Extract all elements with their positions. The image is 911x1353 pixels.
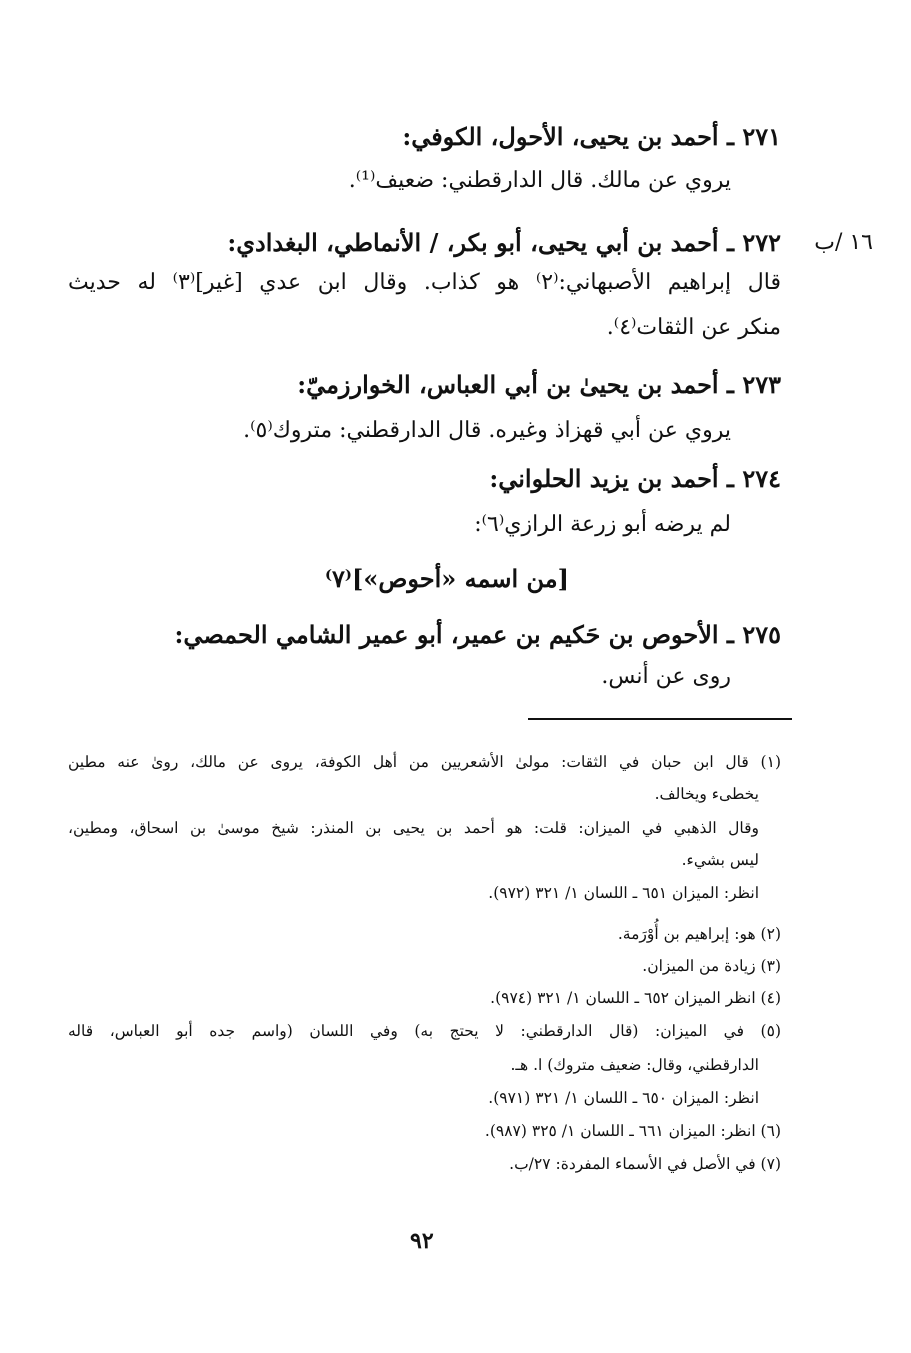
footnote-5-line2: الدارقطني، وقال: ضعيف متروك) ا. هـ.	[510, 1056, 759, 1074]
entry-273-heading: ٢٧٣ ـ أحمد بن يحيىٰ بن أبي العباس، الخوارزميّ:	[297, 370, 781, 399]
entry-275-heading: ٢٧٥ ـ الأحوص بن حَكيم بن عمير، أبو عمير الشامي الحمصي:	[174, 620, 781, 649]
entry-274-heading: ٢٧٤ ـ أحمد بن يزيد الحلواني:	[489, 464, 781, 493]
margin-folio-mark: ١٦ /ب	[814, 230, 873, 255]
footnote-5-line1: (٥) في الميزان: (قال الدارقطني: لا يحتج به) وفي اللسان (واسم جده أبو العباس، قاله	[68, 1022, 781, 1040]
entry-272-text-line2: منكر عن الثقات⁽٤⁾.	[606, 315, 781, 340]
entry-273-text: يروي عن أبي قهزاذ وغيره. قال الدارقطني: متروك⁽٥⁾.	[243, 418, 731, 443]
entry-271-heading: ٢٧١ ـ أحمد بن يحيى، الأحول، الكوفي:	[402, 122, 781, 151]
footnote-1-line4: ليس بشيء.	[681, 851, 759, 869]
entry-272-text-line1: قال إبراهيم الأصبهاني:⁽٢⁾ هو كذاب. وقال ابن عدي [غير]⁽٣⁾ له حديث	[68, 270, 781, 295]
footnote-1-line1: (١) قال ابن حبان في الثقات: مولىٰ الأشعريين من أهل الكوفة، يروى عن مالك، روىٰ عنه مطين	[68, 753, 781, 771]
footnote-3: (٣) زيادة من الميزان.	[642, 957, 781, 975]
entry-271-text: يروي عن مالك. قال الدارقطني: ضعيف⁽¹⁾.	[348, 168, 731, 193]
footnote-1-line3: وقال الذهبي في الميزان: قلت: هو أحمد بن يحيى بن المنذر: شيخ موسىٰ بن اسحاق، ومطين،	[68, 819, 759, 837]
footnote-1-line5: انظر: الميزان ٦٥١ ـ اللسان ١/ ٣٢١ (٩٧٢).	[488, 884, 759, 902]
footnote-1-line2: يخطىء ويخالف.	[654, 785, 759, 803]
footnote-2: (٢) هو: إبراهيم بن أُوْرَمة.	[617, 925, 781, 943]
entry-272-heading: ٢٧٢ ـ أحمد بن أبي يحيى، أبو بكر، / الأنماطي، البغدادي:	[227, 228, 781, 257]
footnote-separator	[528, 718, 792, 720]
footnote-5-line3: انظر: الميزان ٦٥٠ ـ اللسان ١/ ٣٢١ (٩٧١).	[488, 1089, 759, 1107]
footnote-6: (٦) انظر: الميزان ٦٦١ ـ اللسان ١/ ٣٢٥ (٩٨٧).	[484, 1122, 781, 1140]
footnote-7: (٧) في الأصل في الأسماء المفردة: ٢٧/ب.	[509, 1155, 781, 1173]
entry-275-text: روى عن أنس.	[601, 664, 731, 689]
entry-274-text: لم يرضه أبو زرعة الرازي⁽٦⁾:	[474, 512, 731, 537]
section-heading: [من اسمه «أحوص»]⁽٧⁾	[324, 564, 569, 593]
page-number: ٩٢	[410, 1228, 434, 1254]
footnote-4: (٤) انظر الميزان ٦٥٢ ـ اللسان ١/ ٣٢١ (٩٧٤).	[490, 989, 781, 1007]
